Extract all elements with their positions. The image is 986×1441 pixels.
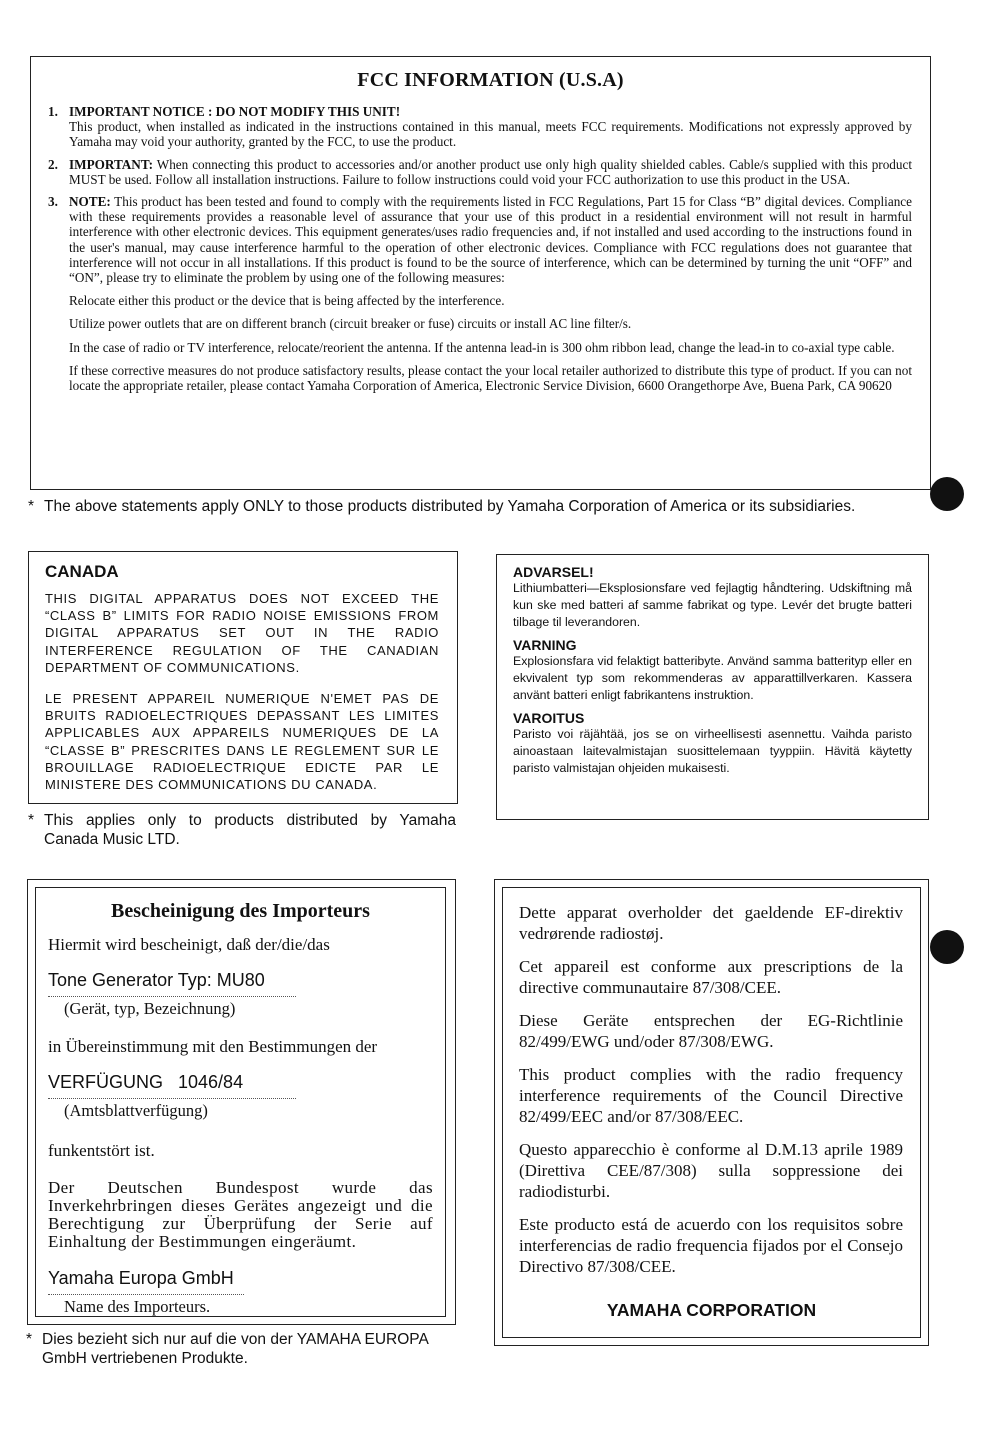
certificate-paragraph: Der Deutschen Bundespost wurde das Inverkehrbringen dieses Gerätes angezeigt und die Berechtigung zur Überprüfung der Serie auf Einhaltung der Bestimmungen eingeräumt. (48, 1178, 433, 1251)
fcc-item-1 (48, 104, 912, 150)
fcc-title: FCC INFORMATION (U.S.A) (357, 69, 624, 91)
fcc-item-heading: IMPORTANT NOTICE : DO NOT MODIFY THIS UNIT! (69, 104, 401, 119)
warning-text-danish: Lithiumbatteri—Eksplosionsfare ved fejlagtig håndtering. Udskiftning må kun ske med batteri af samme fabrikat og type. Levér det brugte batteri tilbage til leverandoren. (513, 581, 912, 629)
importer-certificate-box (35, 887, 446, 1317)
binding-hole-marker (930, 930, 964, 964)
certificate-conformity-line: in Übereinstimmung mit den Bestimmungen der (48, 1037, 378, 1056)
fcc-item-text: When connecting this product to accessories and/or another product use only high quality shielded cables. Cable/s supplied with this product MUST be used. Follow all installation instructions. Failure to follow instructions could void your FCC authorization to use this product in the USA. (69, 156, 912, 187)
canada-box (28, 551, 458, 804)
fcc-measure-2: Utilize power outlets that are on different branch (circuit breaker or fuse) circuits or install AC line filter/s. (69, 316, 632, 332)
fcc-item-number: 2. (48, 156, 58, 172)
directive-french: Cet appareil est conforme aux prescriptions de la directive communautaire 87/308/CEE. (519, 957, 903, 997)
warning-text-swedish: Explosionsfara vid felaktigt batteribyte. Använd samma batterityp eller en ekvivalent typ som rekommenderas av apparattillverkaren. Kassera använt batteri enligt fabrikantens instruktion. (513, 654, 912, 702)
binding-hole-marker (930, 477, 964, 511)
directive-spanish: Este producto está de acuerdo con los requisitos sobre interferencias de radio frequencia fijados por el Consejo Directivo 87/308/CEE. (519, 1215, 903, 1276)
directive-german: Diese Geräte entsprechen der EG-Richtlinie 82/499/EWG und/oder 87/308/EWG. (519, 1011, 903, 1051)
fcc-information-box (30, 56, 931, 490)
fcc-measure-3: In the case of radio or TV interference, relocate/reorient the antenna. If the antenna lead-in is 300 ohm ribbon lead, change the lead-in to co-axial type cable. (69, 339, 895, 355)
canada-footnote (28, 811, 456, 849)
product-name: Tone Generator Typ: MU80 (48, 970, 265, 990)
warning-heading-finnish: VAROITUS (513, 710, 585, 726)
canada-title: CANADA (45, 562, 119, 581)
fcc-item-heading: IMPORTANT: (69, 156, 154, 172)
fcc-item-heading: NOTE: (69, 194, 111, 210)
product-caption: (Gerät, typ, Bezeichnung) (64, 999, 236, 1018)
fcc-item-number: 3. (48, 194, 58, 210)
canada-english-text: THIS DIGITAL APPARATUS DOES NOT EXCEED THE “CLASS B” LIMITS FOR RADIO NOISE EMISSIONS FROM DIGITAL APPARATUS SET OUT IN THE RADIO INTERFERENCE REGULATION OF THE CANADIAN DEPARTMENT OF COMMUNICATIONS. (45, 591, 439, 675)
warning-heading-danish: ADVARSEL! (513, 564, 594, 580)
directive-danish: Dette apparat overholder det gaeldende EF-direktiv vedrørende radiostøj. (519, 903, 903, 943)
fcc-item-2 (48, 156, 912, 187)
fcc-item-number: 1. (48, 104, 58, 119)
certificate-intro: Hiermit wird bescheinigt, daß der/die/das (48, 935, 330, 954)
company-name: YAMAHA CORPORATION (606, 1300, 817, 1320)
canada-french-text: LE PRESENT APPAREIL NUMERIQUE N'EMET PAS DE BRUITS RADIOELECTRIQUES DEPASSANT LES LIMITES APPLICABLES AUX APPAREILS NUMERIQUES DE LA “CLASSE B” PRESCRITES DANS LE REGLEMENT SUR LE BROUILLAGE RADIOELECTRIQUE EDICTE PAR LE MINISTERE DES COMMUNICATIONS DU CANADA. (45, 691, 439, 793)
certificate-suppression-line: funkentstört ist. (48, 1141, 155, 1160)
importer-footnote (26, 1330, 456, 1368)
regulation-caption: (Amtsblattverfügung) (64, 1101, 208, 1120)
fcc-item-text: This product has been tested and found to comply with the requirements listed in FCC Regulations, Part 15 for Class “B” digital devices. Compliance with these requirements provides a reasonable level of assurance that your use of this product in a residential environment will not result in harmful interference with other electronic devices. This equipment generates/uses radio frequencies and, if not installed and used according to the instructions found in the user's manual, may cause interference harmful to the operation of other electronic devices. Compliance with FCC regulations does not guarantee that interference will not occur in all installations. If this product is found to be the source of interference, which can be determined by turning the unit “OFF” and “ON”, please try to eliminate the problem by using one of the following measures: (69, 194, 912, 286)
fcc-footnote (28, 497, 924, 516)
importer-name: Yamaha Europa GmbH (48, 1268, 234, 1288)
fcc-measure-4: If these corrective measures do not produce satisfactory results, please contact the your local retailer authorized to distribute this type of product. If you can not locate the appropriate retailer, please contact Yamaha Corporation of America, Electronic Service Division, 6600 Orangethorpe Ave, Buena Park, CA 90620 (69, 362, 912, 394)
importer-certificate-title: Bescheinigung des Importeurs (111, 900, 370, 922)
directive-italian: Questo apparecchio è conforme al D.M.13 aprile 1989 (Direttiva CEE/87/308) sulla soppressione dei radiodisturbi. (519, 1140, 903, 1201)
importer-footnote-text: Dies bezieht sich nur auf die von der YAMAHA EUROPA GmbH vertriebenen Produkte. (42, 1331, 428, 1367)
fcc-measure-1: Relocate either this product or the device that is being affected by the interference. (69, 293, 505, 309)
dotted-line (48, 992, 296, 997)
asterisk-icon: * (26, 1331, 33, 1348)
eu-directive-box (502, 887, 921, 1338)
fcc-item-3 (48, 194, 912, 394)
importer-caption: Name des Importeurs. (64, 1297, 211, 1316)
warning-heading-swedish: VARNING (513, 637, 577, 653)
warning-text-finnish: Paristo voi räjähtää, jos se on virheellisesti asennettu. Vaihda paristo ainoastaan laitevalmistajan suosittelemaan tyyppiin. Hävitä käytetty paristo valmistajan ohjeiden mukaisesti. (513, 727, 912, 775)
dotted-line (48, 1290, 244, 1295)
dotted-line (48, 1094, 296, 1099)
regulation-name: VERFÜGUNG 1046/84 (48, 1072, 244, 1092)
canada-footnote-text: This applies only to products distributed by Yamaha Canada Music LTD. (44, 812, 456, 848)
asterisk-icon: * (28, 498, 35, 515)
fcc-item-text: This product, when installed as indicated in the instructions contained in this manual, meets FCC requirements. Modifications not expressly approved by Yamaha may void your authority, granted by the FCC, to use the product. (69, 119, 912, 150)
battery-warning-box (496, 554, 929, 820)
fcc-footnote-text: The above statements apply ONLY to those products distributed by Yamaha Corporation of America or its subsidiaries. (44, 498, 856, 515)
directive-english: This product complies with the radio frequency interference requirements of the Council Directive 82/499/EEC and/or 87/308/EEC. (519, 1065, 903, 1126)
asterisk-icon: * (28, 812, 35, 829)
